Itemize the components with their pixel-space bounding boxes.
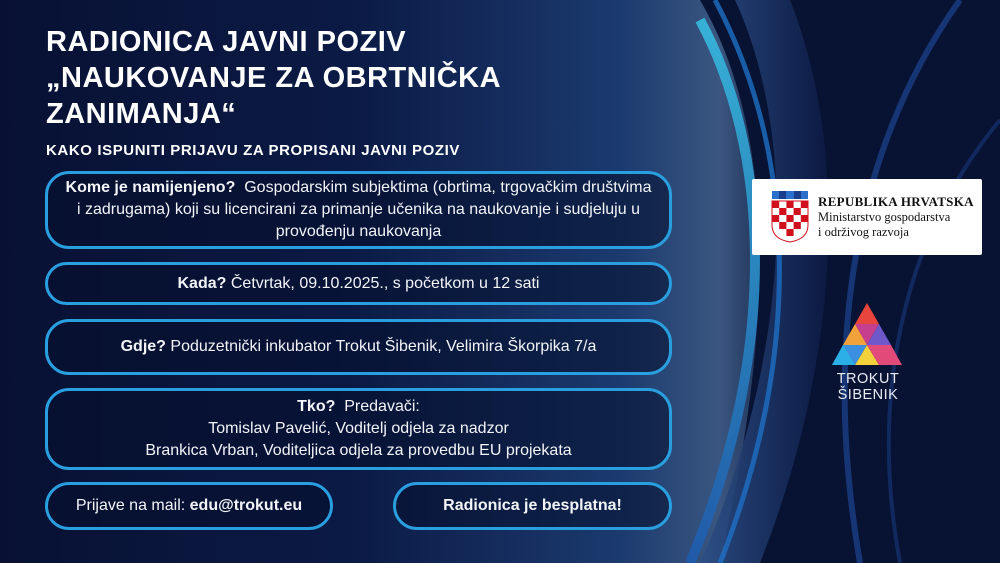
ministry-name-line1: Ministarstvo gospodarstva — [818, 210, 951, 224]
trokut-name: TROKUT ŠIBENIK — [836, 371, 900, 403]
trokut-triangle-icon — [832, 303, 902, 365]
date-label: Kada? — [177, 274, 227, 292]
free-text: Radionica je besplatna! — [443, 497, 622, 514]
location-text: Poduzetnički inkubator Trokut Šibenik, Velimira Škorpika 7/a — [170, 338, 597, 355]
location-label: Gdje? — [120, 338, 166, 355]
ministry-logo — [752, 179, 982, 255]
speakers-box — [45, 388, 672, 470]
croatian-coat-of-arms-icon — [770, 191, 810, 243]
registration-label: Prijave na mail: — [75, 497, 186, 514]
audience-box — [45, 171, 672, 249]
registration-box — [45, 482, 333, 530]
free-badge — [393, 482, 672, 530]
location-box — [45, 319, 672, 375]
date-text: Četvrtak, 09.10.2025., s početkom u 12 sati — [230, 274, 540, 292]
ministry-name-line2: i održivog razvoja — [818, 225, 909, 239]
ministry-country: REPUBLIKA HRVATSKA — [818, 194, 974, 209]
speaker-item: Tomislav Pavelić, Voditelj odjela za nadzor — [208, 420, 509, 437]
date-box — [45, 262, 672, 305]
speaker-item: Brankica Vrban, Voditeljica odjela za provedbu EU projekata — [145, 442, 572, 459]
speakers-intro: Predavači: — [344, 398, 420, 415]
audience-text: Gospodarskim subjektima (obrtima, trgovačkim društvima i zadrugama) koji su licencirani za primanje učenika na naukovanje i sudjeluju u provođenju naukovanja — [77, 179, 652, 240]
speakers-label: Tko? — [297, 398, 336, 415]
page-title: RADIONICA JAVNI POZIV „NAUKOVANJE ZA OBRTNIČKA ZANIMANJA“ — [46, 26, 500, 130]
page-subtitle: KAKO ISPUNITI PRIJAVU ZA PROPISANI JAVNI POZIV — [46, 142, 461, 159]
registration-email[interactable]: edu@trokut.eu — [189, 497, 303, 514]
audience-label: Kome je namijenjeno? — [65, 179, 236, 196]
